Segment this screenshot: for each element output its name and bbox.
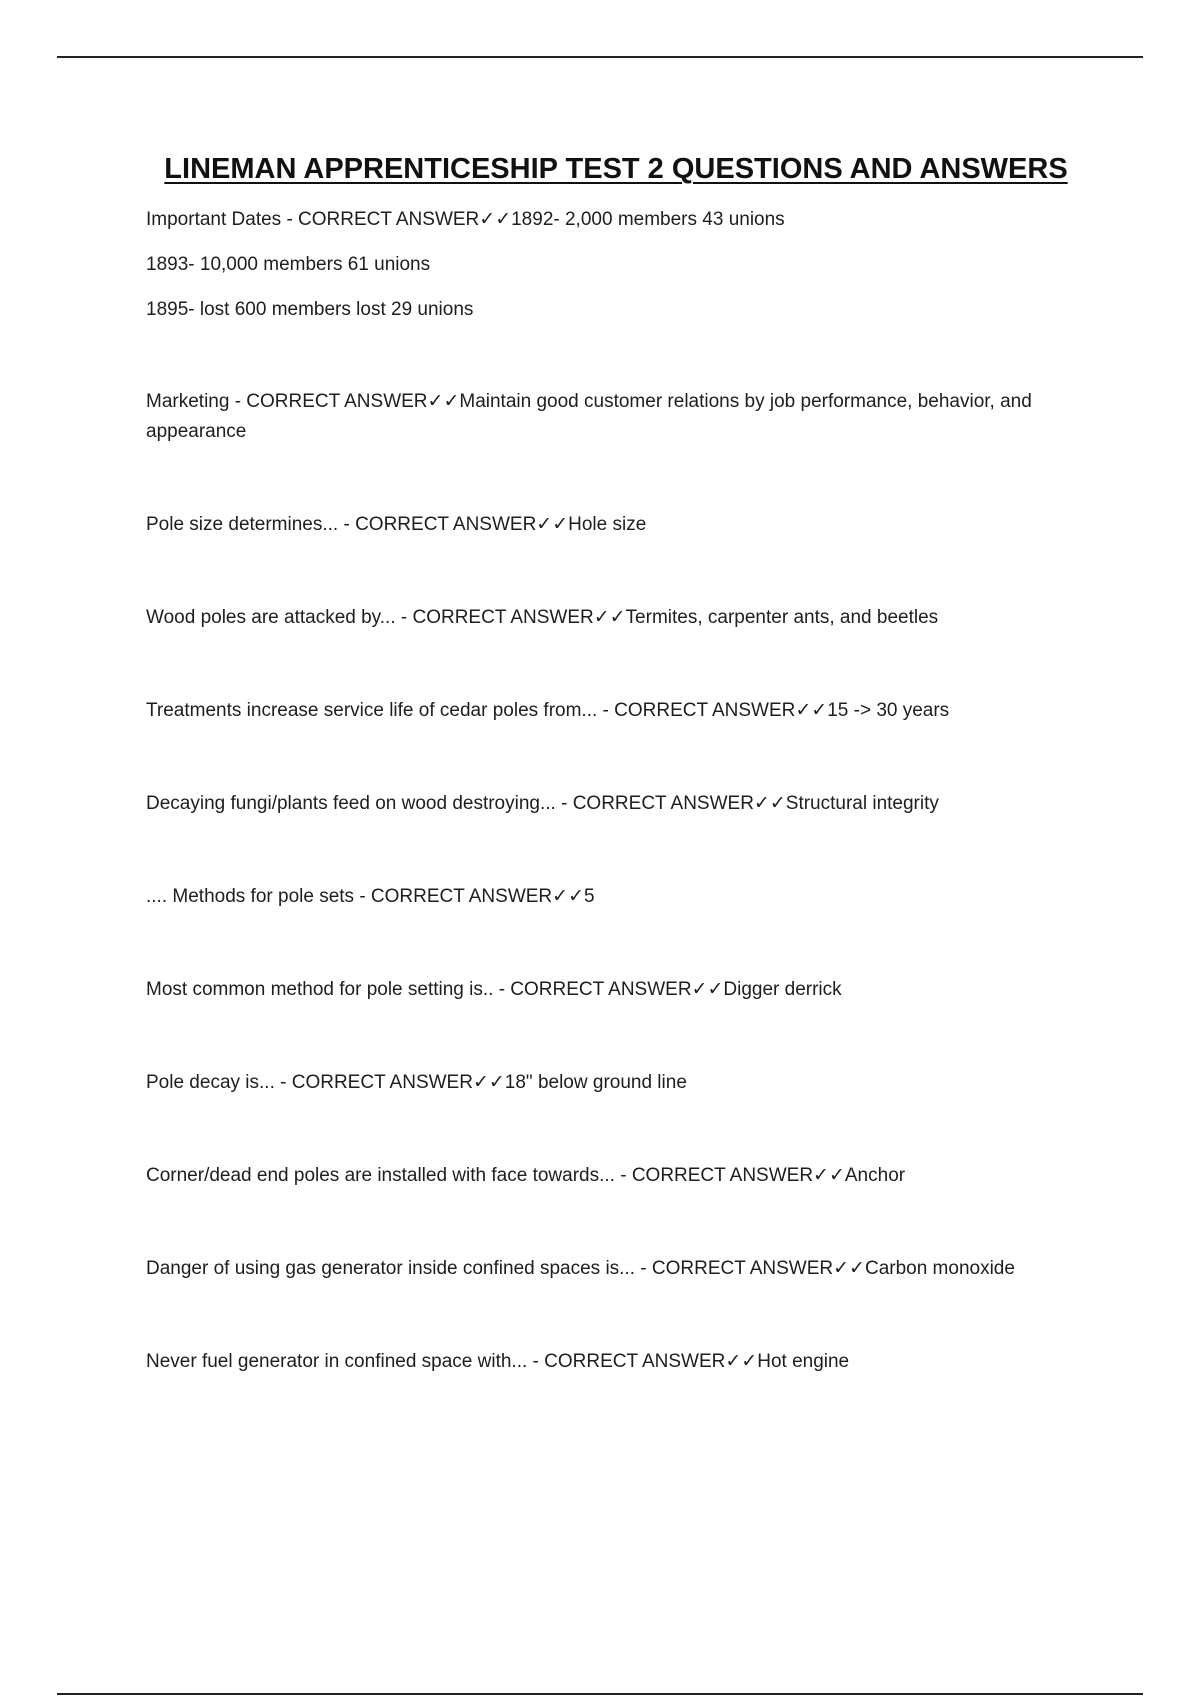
qa-text: Wood poles are attacked by... - CORRECT ANSWER✓✓Termites, carpenter ants, and beetles [146,607,939,628]
qa-item [146,1161,1086,1191]
qa-text: Danger of using gas generator inside confined spaces is... - CORRECT ANSWER✓✓Carbon monoxide [146,1258,1015,1279]
qa-extra-line: 1893- 10,000 members 61 unions [146,254,431,275]
qa-text: Corner/dead end poles are installed with face towards... - CORRECT ANSWER✓✓Anchor [146,1165,906,1186]
qa-item [146,1068,1086,1098]
document-body [146,145,1086,1377]
qa-item [146,387,1086,447]
qa-item [146,696,1086,726]
qa-item [146,882,1086,912]
qa-list [146,205,1086,1377]
qa-text: Pole size determines... - CORRECT ANSWER✓✓Hole size [146,514,647,535]
qa-extra-line: 1895- lost 600 members lost 29 unions [146,299,474,320]
qa-item [146,1347,1086,1377]
qa-item [146,205,1086,325]
qa-text: Important Dates - CORRECT ANSWER✓✓1892- 2,000 members 43 unions [146,209,785,230]
qa-text: Treatments increase service life of cedar poles from... - CORRECT ANSWER✓✓15 -> 30 years [146,700,950,721]
top-rule [57,56,1143,58]
qa-item [146,789,1086,819]
qa-text: Marketing - CORRECT ANSWER✓✓Maintain good customer relations by job performance, behavior, and appearance [146,391,1032,442]
bottom-rule [57,1693,1143,1695]
qa-item [146,603,1086,633]
qa-item [146,1254,1086,1284]
qa-text: Decaying fungi/plants feed on wood destroying... - CORRECT ANSWER✓✓Structural integrity [146,793,939,814]
qa-item [146,510,1086,540]
document-title: LINEMAN APPRENTICESHIP TEST 2 QUESTIONS AND ANSWERS [164,153,1068,185]
qa-text: .... Methods for pole sets - CORRECT ANSWER✓✓5 [146,886,595,907]
qa-item [146,975,1086,1005]
qa-text: Most common method for pole setting is.. - CORRECT ANSWER✓✓Digger derrick [146,979,842,1000]
qa-text: Never fuel generator in confined space with... - CORRECT ANSWER✓✓Hot engine [146,1351,850,1372]
qa-text: Pole decay is... - CORRECT ANSWER✓✓18" below ground line [146,1072,687,1093]
